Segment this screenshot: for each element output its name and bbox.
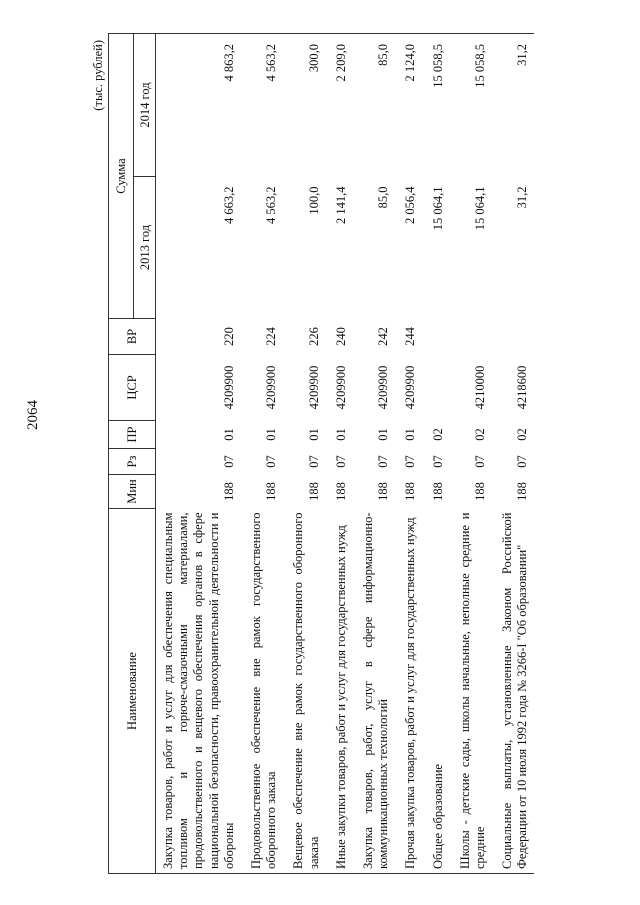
row-2013: 100,0 bbox=[306, 186, 321, 215]
row-pr: 01 bbox=[376, 428, 391, 441]
row-vr: 226 bbox=[306, 327, 321, 346]
header-2013: 2013 год bbox=[134, 177, 156, 319]
row-vr: 244 bbox=[403, 327, 418, 346]
row-rz: 07 bbox=[515, 455, 530, 468]
row-name: Школы - детские сады, школы начальные, неполные средние и средние bbox=[449, 509, 491, 874]
row-min: 188 bbox=[264, 482, 279, 501]
row-min: 188 bbox=[306, 482, 321, 501]
row-2014: 2 124,0 bbox=[394, 34, 421, 177]
row-vr: 240 bbox=[333, 327, 348, 346]
row-2014: 300,0 bbox=[282, 34, 324, 177]
row-min: 188 bbox=[473, 482, 488, 501]
row-name: Иные закупки товаров, работ и услуг для государственных нужд bbox=[325, 509, 352, 874]
table-row bbox=[325, 34, 352, 874]
row-vr bbox=[491, 319, 533, 355]
row-vr bbox=[449, 319, 491, 355]
row-2014: 2 209,0 bbox=[325, 34, 352, 177]
header-csr: ЦСР bbox=[109, 355, 156, 421]
table-header bbox=[109, 34, 156, 874]
row-csr bbox=[422, 355, 449, 421]
row-2014: 85,0 bbox=[352, 34, 394, 177]
row-rz: 07 bbox=[473, 455, 488, 468]
row-pr: 01 bbox=[306, 428, 321, 441]
row-csr: 4209900 bbox=[306, 365, 321, 410]
row-csr: 4210000 bbox=[473, 365, 488, 410]
row-min: 188 bbox=[515, 482, 530, 501]
row-name: Прочая закупка товаров, работ и услуг для государственных нужд bbox=[394, 509, 421, 874]
row-pr: 01 bbox=[264, 428, 279, 441]
row-min: 188 bbox=[430, 482, 445, 501]
row-rz: 07 bbox=[221, 455, 236, 468]
row-name: Закупка товаров, работ и услуг для обеспечения специальным топливом и горюче-смазочными материалами, продовольственного и вещевого обеспечения органов в сфере национальной безопасности, правоохранительной деятельности и обороны bbox=[159, 509, 240, 874]
header-pr: ПР bbox=[109, 421, 156, 449]
row-vr: 224 bbox=[264, 327, 279, 346]
row-rz: 07 bbox=[306, 455, 321, 468]
row-rz: 07 bbox=[264, 455, 279, 468]
table-row bbox=[282, 34, 324, 874]
header-2014: 2014 год bbox=[134, 34, 156, 177]
row-2014: 4 863,2 bbox=[159, 34, 240, 177]
header-vr: ВР bbox=[109, 319, 156, 355]
table-row bbox=[422, 34, 449, 874]
row-2013: 15 064,1 bbox=[430, 186, 445, 231]
table-row bbox=[394, 34, 421, 874]
row-pr: 02 bbox=[430, 428, 445, 441]
row-name: Социальные выплаты, установленные Законом Российской Федерации от 10 июля 1992 года № 3266-I "Об образовании" bbox=[491, 509, 533, 874]
header-sum: Сумма bbox=[109, 34, 134, 319]
row-2014: 4 563,2 bbox=[240, 34, 282, 177]
row-csr: 4209900 bbox=[221, 365, 236, 410]
header-min: Мин bbox=[109, 475, 156, 509]
row-2013: 2 141,4 bbox=[333, 186, 348, 224]
row-name: Продовольственное обеспечение вне рамок государственного оборонного заказа bbox=[240, 509, 282, 874]
row-min: 188 bbox=[403, 482, 418, 501]
table-row bbox=[240, 34, 282, 874]
row-pr: 01 bbox=[221, 428, 236, 441]
row-csr: 4218600 bbox=[515, 365, 530, 410]
header-name: Наименование bbox=[109, 509, 156, 874]
table-row bbox=[352, 34, 394, 874]
row-vr: 242 bbox=[376, 327, 391, 346]
row-2013: 31,2 bbox=[515, 186, 530, 209]
row-csr: 4209900 bbox=[333, 365, 348, 410]
row-min: 188 bbox=[333, 482, 348, 501]
header-rz: Рз bbox=[109, 449, 156, 475]
row-pr: 02 bbox=[515, 428, 530, 441]
row-2013: 2 056,4 bbox=[403, 186, 418, 224]
table-row bbox=[491, 34, 533, 874]
row-2013: 4 663,2 bbox=[221, 186, 236, 224]
row-name: Закупка товаров, работ, услуг в сфере информационно-коммуникационных технологий bbox=[352, 509, 394, 874]
row-rz: 07 bbox=[430, 455, 445, 468]
row-csr: 4209900 bbox=[376, 365, 391, 410]
row-csr: 4209900 bbox=[264, 365, 279, 410]
row-csr: 4209900 bbox=[403, 365, 418, 410]
row-2014: 15 058,5 bbox=[449, 34, 491, 177]
rotated-page-content bbox=[84, 34, 584, 874]
table-body bbox=[156, 34, 534, 874]
page-number: 2064 bbox=[25, 400, 41, 430]
row-vr bbox=[422, 319, 449, 355]
row-vr: 220 bbox=[221, 327, 236, 346]
row-2014: 15 058,5 bbox=[422, 34, 449, 177]
row-pr: 01 bbox=[403, 428, 418, 441]
row-pr: 01 bbox=[333, 428, 348, 441]
table-row bbox=[159, 34, 240, 874]
row-name: Общее образование bbox=[422, 509, 449, 874]
row-2013: 4 563,2 bbox=[264, 186, 279, 224]
row-min: 188 bbox=[376, 482, 391, 501]
row-rz: 07 bbox=[376, 455, 391, 468]
row-rz: 07 bbox=[403, 455, 418, 468]
budget-table bbox=[108, 33, 534, 874]
unit-note: (тыс. рублей) bbox=[91, 40, 105, 111]
table-row bbox=[449, 34, 491, 874]
row-2014: 31,2 bbox=[491, 34, 533, 177]
row-2013: 85,0 bbox=[376, 186, 391, 209]
row-pr: 02 bbox=[473, 428, 488, 441]
row-2013: 15 064,1 bbox=[473, 186, 488, 231]
row-min: 188 bbox=[221, 482, 236, 501]
row-rz: 07 bbox=[333, 455, 348, 468]
row-name: Вещевое обеспечение вне рамок государственного оборонного заказа bbox=[282, 509, 324, 874]
